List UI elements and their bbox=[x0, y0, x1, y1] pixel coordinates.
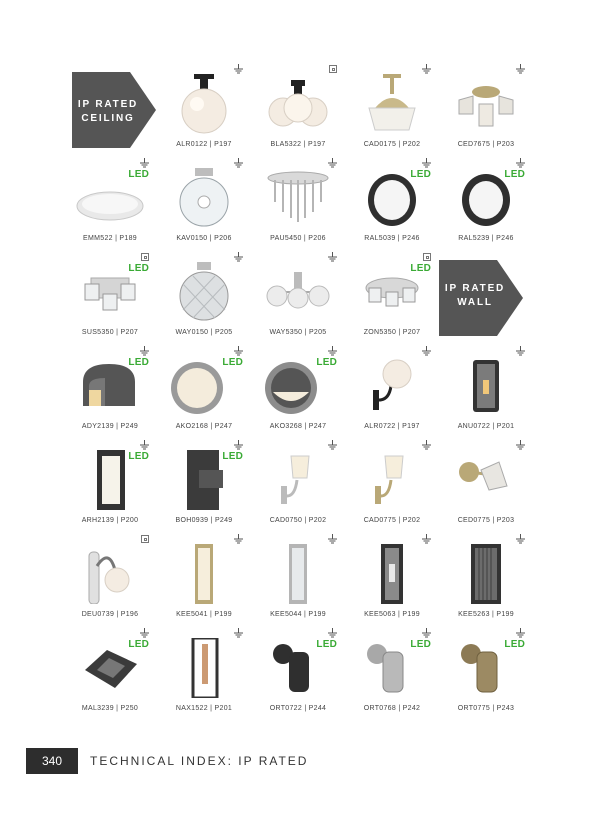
led-badge: LED bbox=[128, 451, 149, 462]
product-code: PAU5450 | P206 bbox=[270, 235, 326, 242]
earth-symbol-icon bbox=[516, 534, 525, 544]
product-card[interactable] bbox=[63, 532, 157, 626]
product-code: ZON5350 | P207 bbox=[363, 329, 421, 336]
pendant-bowl-light-image bbox=[357, 74, 427, 134]
product-code: DEU0739 | P196 bbox=[81, 611, 139, 618]
earth-symbol-icon bbox=[422, 64, 431, 74]
product-code: KEE5044 | P199 bbox=[270, 611, 326, 618]
product-code: ORT0768 | P242 bbox=[363, 705, 421, 712]
led-badge: LED bbox=[504, 169, 525, 180]
product-code: KEE5041 | P199 bbox=[176, 611, 232, 618]
product-code: AKO3268 | P247 bbox=[269, 423, 327, 430]
product-card[interactable] bbox=[63, 156, 157, 250]
product-code: ARH2139 | P200 bbox=[81, 517, 139, 524]
earth-symbol-icon bbox=[234, 252, 243, 262]
shade-arm-wall-light-image bbox=[357, 450, 427, 510]
product-grid bbox=[63, 62, 563, 720]
product-card[interactable] bbox=[157, 62, 251, 156]
product-card[interactable] bbox=[157, 250, 251, 344]
product-code: EMM522 | P189 bbox=[83, 235, 137, 242]
product-code: KEE5263 | P199 bbox=[458, 611, 514, 618]
product-code: CED7675 | P203 bbox=[457, 141, 515, 148]
earth-symbol-icon bbox=[328, 158, 337, 168]
product-code: ADY2139 | P249 bbox=[81, 423, 139, 430]
ribbed-cylinder-wall-light-image bbox=[451, 356, 521, 416]
led-badge: LED bbox=[128, 639, 149, 650]
globe-ceiling-light-image bbox=[169, 74, 239, 134]
product-code: KAV0150 | P206 bbox=[176, 235, 232, 242]
earth-symbol-icon bbox=[328, 346, 337, 356]
product-code: RAL5039 | P246 bbox=[364, 235, 420, 242]
class-2-double-square-icon bbox=[329, 65, 337, 73]
product-code: BLA5322 | P197 bbox=[270, 141, 326, 148]
class-2-double-square-icon bbox=[423, 253, 431, 261]
product-card[interactable] bbox=[157, 344, 251, 438]
product-card[interactable] bbox=[439, 626, 533, 720]
page-number: 340 bbox=[26, 748, 78, 774]
product-code: AKO2168 | P247 bbox=[175, 423, 233, 430]
product-card[interactable] bbox=[439, 156, 533, 250]
earth-symbol-icon bbox=[234, 440, 243, 450]
product-code: WAY5350 | P205 bbox=[269, 329, 327, 336]
product-card[interactable] bbox=[345, 250, 439, 344]
shade-arm-wall-light-image bbox=[263, 450, 333, 510]
led-badge: LED bbox=[410, 263, 431, 274]
earth-symbol-icon bbox=[516, 346, 525, 356]
product-code: ORT0722 | P244 bbox=[269, 705, 327, 712]
tall-chrome-lantern-image bbox=[263, 544, 333, 604]
product-card[interactable] bbox=[251, 438, 345, 532]
globe-hook-wall-light-image bbox=[75, 544, 145, 604]
earth-symbol-icon bbox=[234, 346, 243, 356]
tall-brass-lantern-image bbox=[169, 544, 239, 604]
product-code: CAD0750 | P202 bbox=[269, 517, 327, 524]
product-card[interactable] bbox=[345, 438, 439, 532]
product-card[interactable] bbox=[63, 626, 157, 720]
led-badge: LED bbox=[410, 639, 431, 650]
earth-symbol-icon bbox=[516, 440, 525, 450]
led-badge: LED bbox=[316, 357, 337, 368]
product-card[interactable] bbox=[345, 156, 439, 250]
led-badge: LED bbox=[128, 169, 149, 180]
earth-symbol-icon bbox=[140, 158, 149, 168]
led-badge: LED bbox=[316, 639, 337, 650]
product-code: RAL5239 | P246 bbox=[458, 235, 514, 242]
banner-ceiling-line2: CEILING bbox=[81, 113, 135, 124]
product-card[interactable] bbox=[251, 344, 345, 438]
product-card[interactable] bbox=[63, 438, 157, 532]
banner-wall-line1: IP RATED bbox=[444, 283, 506, 294]
product-card[interactable] bbox=[439, 62, 533, 156]
earth-symbol-icon bbox=[422, 440, 431, 450]
product-code: ANU0722 | P201 bbox=[457, 423, 515, 430]
earth-symbol-icon bbox=[516, 64, 525, 74]
earth-symbol-icon bbox=[422, 534, 431, 544]
product-card[interactable] bbox=[63, 250, 157, 344]
product-card[interactable] bbox=[63, 344, 157, 438]
product-code: SUS5350 | P207 bbox=[81, 329, 139, 336]
product-card[interactable] bbox=[251, 62, 345, 156]
glass-box-lantern-image bbox=[169, 638, 239, 698]
globe-wall-light-image bbox=[357, 356, 427, 416]
earth-symbol-icon bbox=[234, 64, 243, 74]
product-code: WAY0150 | P205 bbox=[175, 329, 233, 336]
class-2-double-square-icon bbox=[141, 535, 149, 543]
product-code: ALR0722 | P197 bbox=[364, 423, 420, 430]
earth-symbol-icon bbox=[328, 252, 337, 262]
earth-symbol-icon bbox=[328, 534, 337, 544]
product-code: BOH0939 | P249 bbox=[175, 517, 233, 524]
product-card[interactable] bbox=[157, 438, 251, 532]
product-card[interactable] bbox=[251, 532, 345, 626]
product-code: CAD0175 | P202 bbox=[363, 141, 421, 148]
triple-spot-ceiling-light-image bbox=[451, 74, 521, 134]
product-code: CED0775 | P203 bbox=[457, 517, 515, 524]
earth-symbol-icon bbox=[422, 346, 431, 356]
earth-symbol-icon bbox=[422, 158, 431, 168]
product-card[interactable] bbox=[345, 532, 439, 626]
product-code: KEE5063 | P199 bbox=[364, 611, 420, 618]
led-badge: LED bbox=[504, 639, 525, 650]
banner-ceiling-line1: IP RATED bbox=[77, 99, 139, 110]
product-card[interactable] bbox=[345, 344, 439, 438]
product-card[interactable] bbox=[251, 250, 345, 344]
led-badge: LED bbox=[128, 263, 149, 274]
product-card[interactable] bbox=[157, 626, 251, 720]
product-card[interactable] bbox=[157, 156, 251, 250]
product-card[interactable] bbox=[157, 532, 251, 626]
page-footer-title: TECHNICAL INDEX: IP RATED bbox=[90, 754, 309, 768]
product-code: ORT0775 | P243 bbox=[457, 705, 515, 712]
earth-symbol-icon bbox=[140, 628, 149, 638]
banner-ip-rated-wall bbox=[439, 250, 533, 344]
product-code: NAX1522 | P201 bbox=[175, 705, 233, 712]
triple-globe-chrome-light-image bbox=[263, 262, 333, 322]
crystal-drop-ceiling-light-image bbox=[263, 168, 333, 228]
spot-wall-light-image bbox=[451, 450, 521, 510]
product-card[interactable] bbox=[251, 626, 345, 720]
earth-symbol-icon bbox=[516, 158, 525, 168]
product-code: ALR0122 | P197 bbox=[176, 141, 232, 148]
clear-glass-globe-light-image bbox=[169, 168, 239, 228]
product-card[interactable] bbox=[439, 344, 533, 438]
earth-symbol-icon bbox=[422, 628, 431, 638]
product-card[interactable] bbox=[345, 626, 439, 720]
led-badge: LED bbox=[222, 357, 243, 368]
earth-symbol-icon bbox=[328, 440, 337, 450]
earth-symbol-icon bbox=[234, 628, 243, 638]
led-badge: LED bbox=[410, 169, 431, 180]
earth-symbol-icon bbox=[234, 158, 243, 168]
product-code: CAD0775 | P202 bbox=[363, 517, 421, 524]
earth-symbol-icon bbox=[234, 534, 243, 544]
earth-symbol-icon bbox=[516, 628, 525, 638]
led-badge: LED bbox=[222, 451, 243, 462]
product-card[interactable] bbox=[439, 532, 533, 626]
banner-ip-rated-ceiling bbox=[63, 62, 157, 156]
product-card[interactable] bbox=[251, 156, 345, 250]
banner-wall-line2: WALL bbox=[457, 297, 493, 308]
tall-black-lantern-image bbox=[357, 544, 427, 604]
product-card[interactable] bbox=[345, 62, 439, 156]
triple-globe-flush-light-image bbox=[263, 74, 333, 134]
patterned-glass-globe-light-image bbox=[169, 262, 239, 322]
class-2-double-square-icon bbox=[141, 253, 149, 261]
ribbed-black-lantern-image bbox=[451, 544, 521, 604]
earth-symbol-icon bbox=[140, 346, 149, 356]
product-card[interactable] bbox=[439, 438, 533, 532]
earth-symbol-icon bbox=[140, 440, 149, 450]
earth-symbol-icon bbox=[328, 628, 337, 638]
product-code: MAL3239 | P250 bbox=[81, 705, 139, 712]
led-badge: LED bbox=[128, 357, 149, 368]
